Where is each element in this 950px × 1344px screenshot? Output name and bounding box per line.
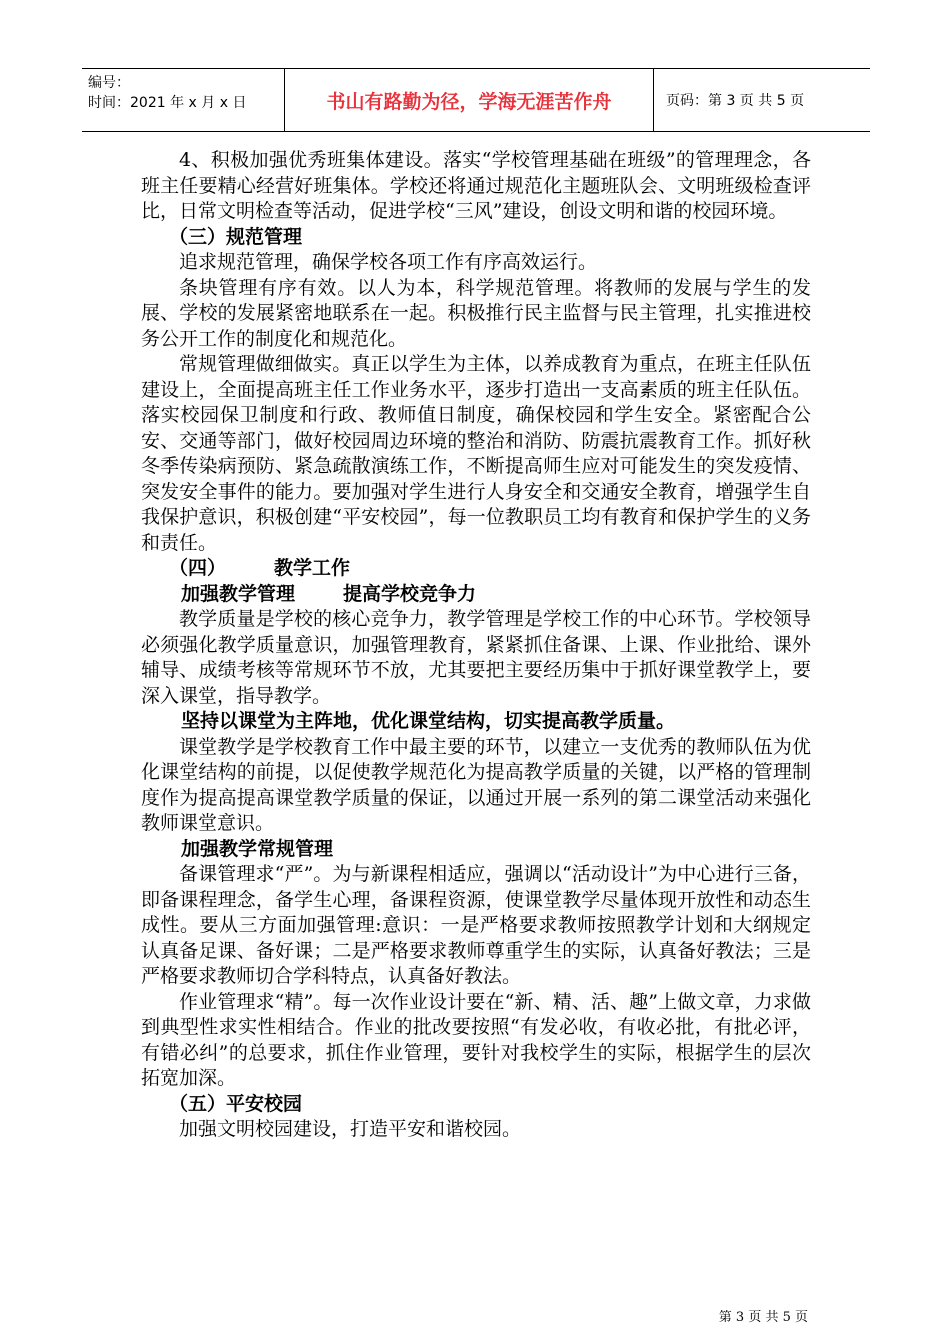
document-body — [141, 148, 811, 1143]
paragraph: 加强文明校园建设，打造平安和谐校园。 — [179, 1118, 522, 1140]
section-heading-4 — [141, 556, 811, 582]
section-title: 教学工作 — [274, 557, 351, 579]
paragraph: 课堂教学是学校教育工作中最主要的环节，以建立一支优秀的教师队伍为优化课堂结构的前提，以促使教学规范化为提高教学质量的关键，以严格的管理制度作为提高提高课堂教学质量的保证，以通过开展一系列的第二课堂活动来强化教师课堂意识。 — [141, 735, 811, 834]
page-footer: 第 3 页 共 5 页 — [718, 1310, 808, 1325]
paragraph: 作业管理求“精”。每一次作业设计要在“新、精、活、趣”上做文章，力求做到典型性求实性相结合。作业的批改要按照“有发必收，有收必批，有批必评，有错必纠”的总要求，抓住作业管理，要针对我校学生的实际，根据学生的层次拓宽加深。 — [141, 990, 811, 1089]
subheading-teaching-management — [141, 582, 811, 608]
paragraph: 教学质量是学校的核心竞争力，教学管理是学校工作的中心环节。学校领导必须强化教学质量意识，加强管理教育，紧紧抓住备课、上课、作业批给、课外辅导、成绩考核等常规环节不放，尤其要把主要经历集中于抓好课堂教学上，要深入课堂，指导教学。 — [141, 608, 811, 707]
header-left — [82, 69, 284, 131]
section-heading-3: （三）规范管理 — [169, 225, 303, 248]
paragraph: 追求规范管理，确保学校各项工作有序高效运行。 — [179, 251, 598, 273]
subheading-part: 加强教学管理 — [181, 582, 296, 605]
subheading-classroom: 坚持以课堂为主阵地，优化课堂结构，切实提高教学质量。 — [181, 710, 676, 732]
section-heading-5: （五）平安校园 — [169, 1092, 303, 1115]
document-number-label: 编号： — [88, 75, 130, 91]
paragraph: 备课管理求“严”。为与新课程相适应，强调以“活动设计”为中心进行三备，即备课程理念，备学生心理，备课程资源，使课堂教学尽量体现开放性和动态生成性。要从三方面加强管理:意识：一是严格要求教师按照教学计划和大纲规定认真备足课、备好课；二是严格要求教师尊重学生的实际，认真备好教法；三是严格要求教师切合学科特点，认真备好教法。 — [141, 863, 811, 987]
header-page-label: 页码：第 3 页 共 5 页 — [666, 93, 805, 109]
paragraph: 常规管理做细做实。真正以学生为主体，以养成教育为重点，在班主任队伍建设上，全面提高班主任工作业务水平，逐步打造出一支高素质的班主任队伍。落实校园保卫制度和行政、教师值日制度，确保校园和学生安全。紧密配合公安、交通等部门，做好校园周边环境的整治和消防、防震抗震教育工作。抓好秋冬季传染病预防、紧急疏散演练工作，不断提高师生应对可能发生的突发疫情、突发安全事件的能力。要加强对学生进行人身安全和交通安全教育，增强学生自我保护意识，积极创建“平安校园”，每一位教职员工均有教育和保护学生的义务和责任。 — [141, 353, 811, 554]
subheading-part: 提高学校竞争力 — [343, 582, 477, 605]
paragraph: 条块管理有序有效。以人为本，科学规范管理。将教师的发展与学生的发展、学校的发展紧密地联系在一起。积极推行民主监督与民主管理，扎实推进校务公开工作的制度化和规范化。 — [141, 276, 811, 350]
paragraph: 4、积极加强优秀班集体建设。落实“学校管理基础在班级”的管理理念，各班主任要精心经营好班集体。学校还将通过规范化主题班队会、文明班级检查评比，日常文明检查等活动，促进学校“三风”建设，创设文明和谐的校园环境。 — [141, 149, 811, 222]
subheading-routine: 加强教学常规管理 — [181, 837, 334, 860]
section-number: （四） — [169, 557, 227, 579]
page-header — [82, 68, 870, 132]
header-motto: 书山有路勤为径，学海无涯苦作舟 — [284, 69, 654, 131]
document-time-label: 时间：2021 年 x 月 x 日 — [88, 95, 247, 111]
